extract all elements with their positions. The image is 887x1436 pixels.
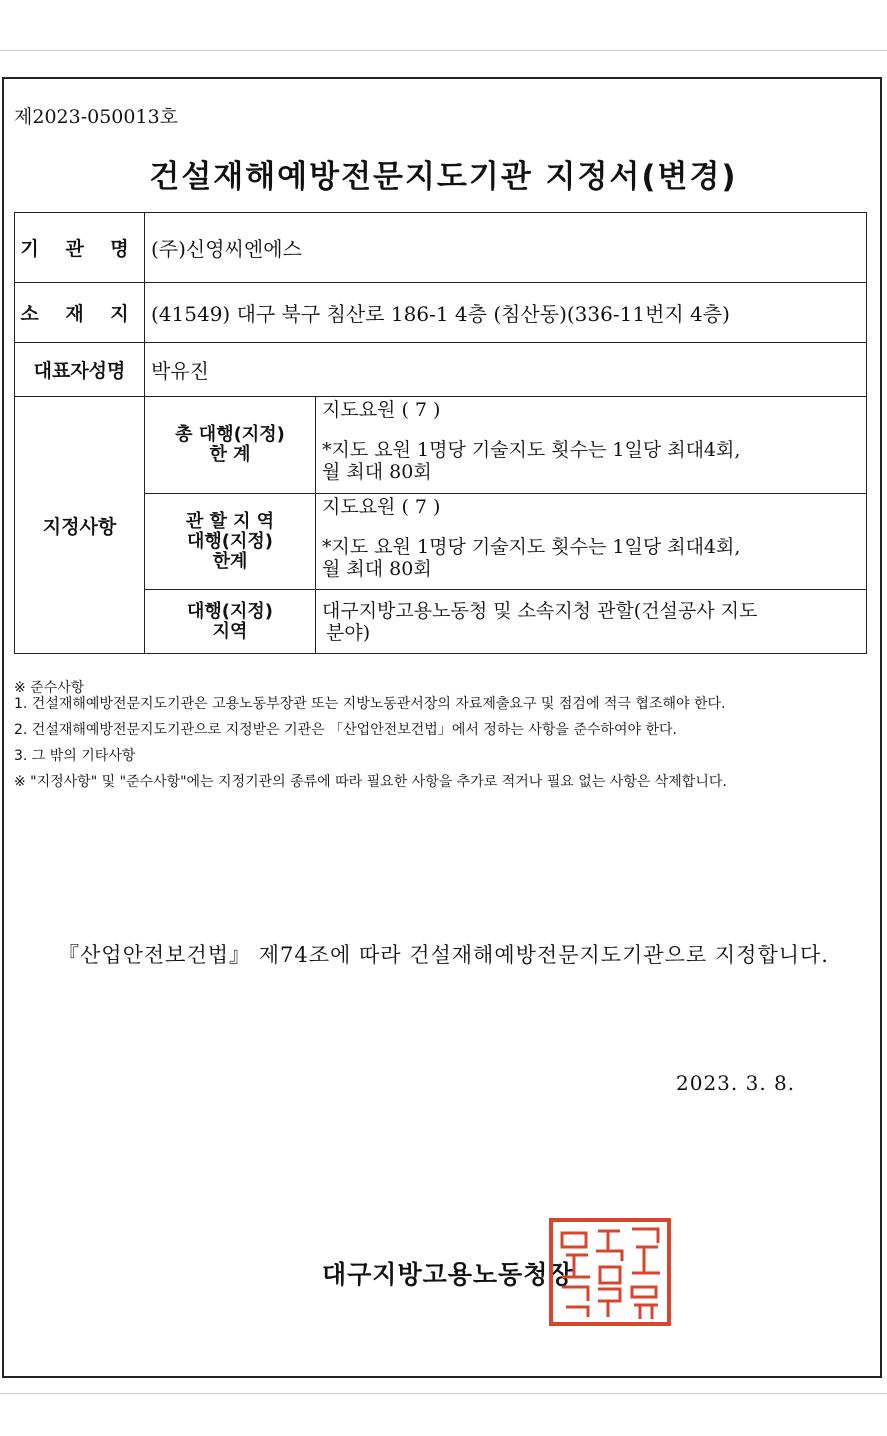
designation-label: 지정사항 xyxy=(15,397,145,654)
representative-label: 대표자성명 xyxy=(15,343,145,397)
label-line: 한 계 xyxy=(209,444,251,465)
label-line: 한계 xyxy=(212,550,248,572)
document-title: 건설재해예방전문지도기관 지정서(변경) xyxy=(149,159,738,195)
representative-value: 박유진 xyxy=(145,343,867,397)
notes-item: 2. 건설재해예방전문지도기관으로 지정받은 기관은 「산업안전보건법」에서 정하는 사항을 준수하여야 한다. xyxy=(14,722,677,738)
designation-statement: 『산업안전보건법』 제74조에 따라 건설재해예방전문지도기관으로 지정합니다. xyxy=(58,943,829,967)
notes-item: 1. 건설재해예방전문지도기관은 고용노동부장관 또는 지방노동관서장의 자료제출요구 및 점검에 적극 협조해야 한다. xyxy=(14,696,726,712)
value-line: 월 최대 80회 xyxy=(322,558,432,580)
location-label: 소 재 지 xyxy=(15,283,145,343)
value-line: *지도 요원 1명당 기술지도 횟수는 1일당 최대4회, xyxy=(322,536,741,558)
label-line: 관 할 지 역 xyxy=(185,510,275,532)
value-line: 월 최대 80회 xyxy=(322,461,432,483)
compliance-notes xyxy=(14,680,864,800)
document-number: 제2023-050013호 xyxy=(14,106,179,128)
label-line: 총 대행(지정) xyxy=(175,424,285,445)
jurisdiction-limit-label xyxy=(145,494,316,590)
total-limit-value xyxy=(316,397,867,494)
region-value xyxy=(316,590,867,654)
official-seal-icon xyxy=(548,1217,672,1327)
issuer-name: 대구지방고용노동청장 xyxy=(322,1260,574,1289)
value-line: 지도요원 ( 7 ) xyxy=(322,496,441,518)
document-page xyxy=(0,50,887,1394)
region-label xyxy=(145,590,316,654)
label-line: 대행(지정) xyxy=(186,530,273,552)
notes-footnote: ※ "지정사항" 및 "준수사항"에는 지정기관의 종류에 따라 필요한 사항을 추가로 적거나 필요 없는 사항은 삭제합니다. xyxy=(14,774,727,790)
notes-item: 3. 그 밖의 기타사항 xyxy=(14,748,136,764)
table-row xyxy=(15,213,867,283)
notes-heading: ※ 준수사항 xyxy=(14,680,85,696)
value-line: 대구지방고용노동청 및 소속지청 관할(건설공사 지도 xyxy=(322,599,758,622)
value-line: 분야) xyxy=(326,621,371,644)
table-row xyxy=(15,283,867,343)
table-row xyxy=(15,397,867,494)
designation-table xyxy=(14,212,867,654)
issue-date: 2023. 3. 8. xyxy=(676,1071,796,1095)
location-value: (41549) 대구 북구 침산로 186-1 4층 (침산동)(336-11번지 4층) xyxy=(145,283,867,343)
label-line: 지역 xyxy=(212,620,248,642)
jurisdiction-limit-value xyxy=(316,494,867,590)
org-name-label: 기 관 명 xyxy=(15,213,145,283)
value-line: 지도요원 ( 7 ) xyxy=(322,399,441,421)
table-row xyxy=(15,343,867,397)
org-name-value: (주)신영씨엔에스 xyxy=(145,213,867,283)
value-line: *지도 요원 1명당 기술지도 횟수는 1일당 최대4회, xyxy=(322,439,741,461)
label-line: 대행(지정) xyxy=(186,600,273,622)
total-limit-label xyxy=(145,397,316,494)
